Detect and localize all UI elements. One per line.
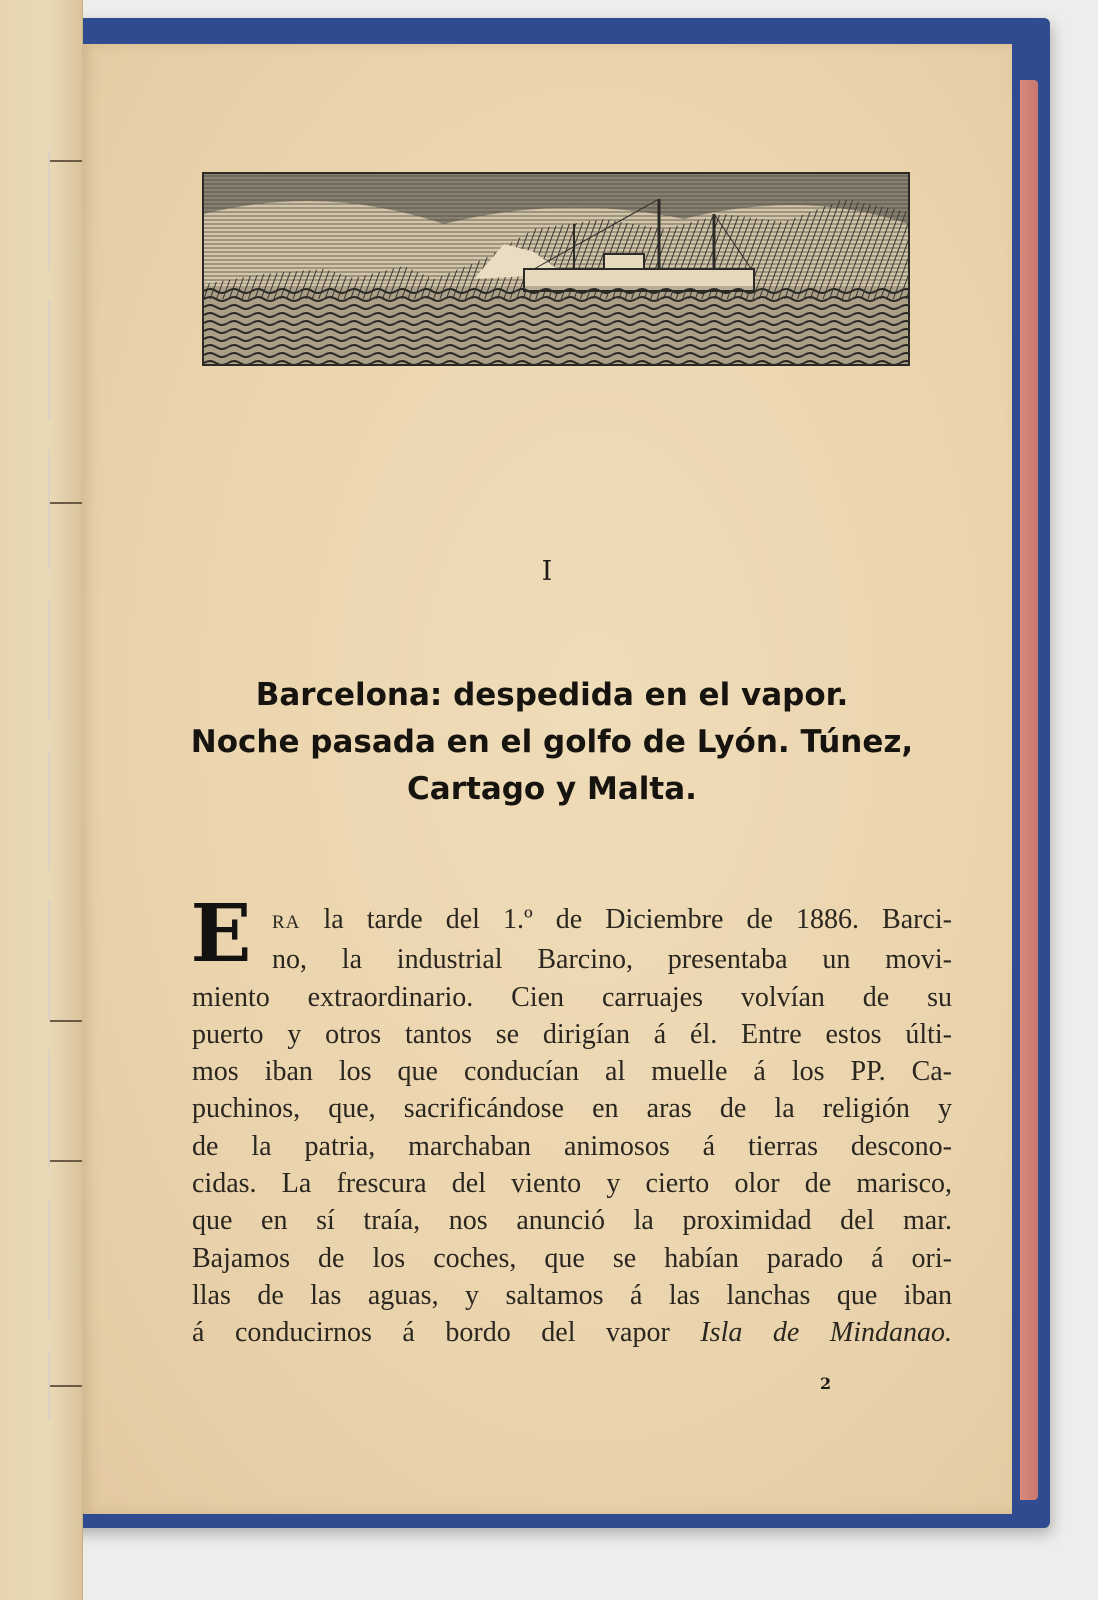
body-line: que en sí traía, nos anunció la proximidad del mar.	[192, 1205, 952, 1237]
binding-thread	[48, 150, 50, 1420]
drop-cap: E	[190, 886, 252, 980]
body-line	[192, 1314, 952, 1351]
body-line: miento extraordinario. Cien carruajes volvían de su	[192, 981, 952, 1013]
body-line: cidas. La frescura del viento y cierto olor de marisco,	[192, 1168, 952, 1200]
left-page	[0, 0, 83, 1600]
body-line: puchinos, que, sacrificándose en aras de la religión y	[192, 1093, 952, 1125]
body-line-text: la tarde del 1.º de Diciembre de 1886. Barci-	[323, 904, 952, 935]
body-line: no, la industrial Barcino, presentaba un movi-	[272, 944, 952, 976]
body-paragraph	[192, 901, 952, 1352]
chapter-title	[152, 672, 952, 813]
body-line	[192, 901, 952, 941]
first-word-rest: RA	[272, 912, 301, 933]
chapter-numeral: I	[541, 556, 553, 587]
book-page	[82, 44, 1012, 1514]
ship-name: Isla de Mindanao.	[700, 1317, 953, 1349]
body-line: de la patria, marchaban animosos á tierras descono-	[192, 1130, 952, 1162]
body-line-text: á conducirnos á bordo del vapor	[192, 1317, 670, 1349]
body-line: llas de las aguas, y saltamos á las lanchas que iban	[192, 1279, 952, 1311]
body-line: mos iban los que conducían al muelle á los PP. Ca-	[192, 1056, 952, 1088]
chapter-title-line: Noche pasada en el golfo de Lyón. Túnez,	[190, 724, 914, 760]
chapter-title-line: Barcelona: despedida en el vapor.	[255, 677, 849, 713]
body-line: puerto y otros tantos se dirigían á él. Entre estos últi-	[192, 1018, 952, 1050]
steamship-at-sea-engraving-icon	[202, 172, 910, 366]
page-number: 2	[820, 1374, 832, 1393]
book-page-edges	[1020, 80, 1038, 1500]
chapter-title-line: Cartago y Malta.	[407, 771, 697, 807]
body-line: Bajamos de los coches, que se habían parado á ori-	[192, 1242, 952, 1274]
